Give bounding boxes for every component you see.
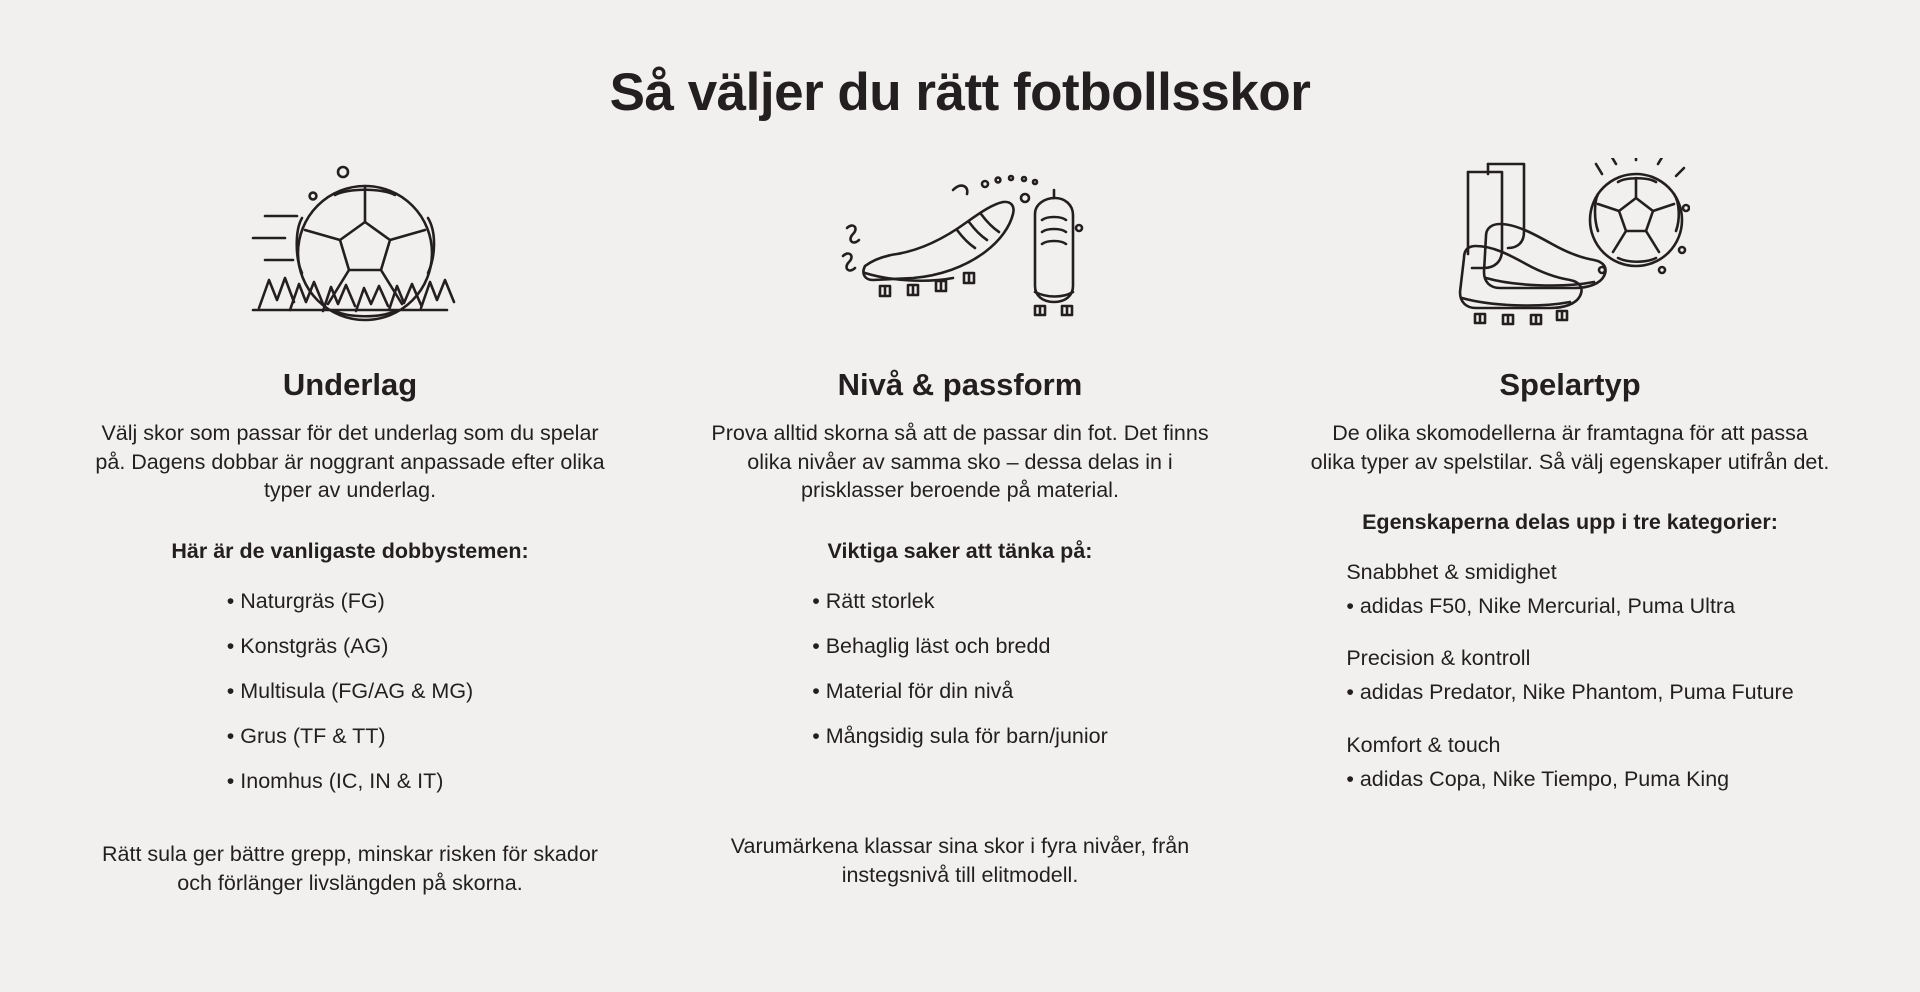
columns-container <box>0 153 1920 898</box>
list-item: • Mångsidig sula för barn/junior <box>812 724 1108 749</box>
category-items: • adidas Copa, Nike Tiempo, Puma King <box>1346 766 1730 791</box>
list-item: • Behaglig läst och bredd <box>812 633 1051 658</box>
list-item: • Konstgräs (AG) <box>226 633 389 658</box>
list-item: • Rätt storlek <box>812 588 935 613</box>
column-subhead: Här är de vanligaste dobbystemen: <box>171 538 529 563</box>
legs-kicking-ball-icon <box>1450 153 1690 353</box>
list-item: • Inomhus (IC, IN & IT) <box>226 769 444 794</box>
list-item: • Multisula (FG/AG & MG) <box>226 679 474 704</box>
category-items: • adidas F50, Nike Mercurial, Puma Ultra <box>1346 594 1736 619</box>
column-intro: Prova alltid skorna så att de passar din fot. Det finns olika nivåer av samma sko – dessa delas in i prisklasser beroende på material. <box>711 421 1209 503</box>
column-spelartyp <box>1290 153 1850 816</box>
page-title: Så väljer du rätt fotbollsskor <box>609 63 1311 122</box>
categories-container <box>1290 557 1850 816</box>
column-footer: Rätt sula ger bättre grepp, minskar risken för skador och förlänger livslängden på skorna. <box>102 841 598 895</box>
column-footer: Varumärkena klassar sina skor i fyra nivåer, från instegsnivå till elitmodell. <box>730 834 1190 888</box>
list-item: • Naturgräs (FG) <box>226 588 385 613</box>
category-items: • adidas Predator, Nike Phantom, Puma Future <box>1346 680 1794 705</box>
column-title: Spelartyp <box>1499 367 1641 402</box>
list-item: • Material för din nivå <box>812 679 1014 704</box>
bullet-list <box>70 586 630 812</box>
football-on-grass-icon <box>235 153 465 353</box>
column-subhead: Egenskaperna delas upp i tre kategorier: <box>1362 510 1778 535</box>
category-block <box>1346 557 1793 621</box>
category-block <box>1346 643 1793 707</box>
bullet-list <box>680 586 1240 767</box>
column-intro: Välj skor som passar för det underlag som du spelar på. Dagens dobbar är noggrant anpassade efter olika typer av underlag. <box>95 421 605 503</box>
column-intro: De olika skomodellerna är framtagna för att passa olika typer av spelstilar. Så välj egenskaper utifrån det. <box>1310 421 1830 474</box>
football-boots-pair-icon <box>835 153 1085 353</box>
column-niva-passform <box>680 153 1240 891</box>
list-item: • Grus (TF & TT) <box>226 724 386 749</box>
category-name: Komfort & touch <box>1346 732 1501 757</box>
category-name: Precision & kontroll <box>1346 646 1531 671</box>
column-title: Underlag <box>282 367 418 402</box>
category-block <box>1346 730 1793 794</box>
column-subhead: Viktiga saker att tänka på: <box>827 538 1093 563</box>
category-name: Snabbhet & smidighet <box>1346 560 1557 585</box>
column-title: Nivå & passform <box>837 367 1083 402</box>
column-underlag <box>70 153 630 898</box>
